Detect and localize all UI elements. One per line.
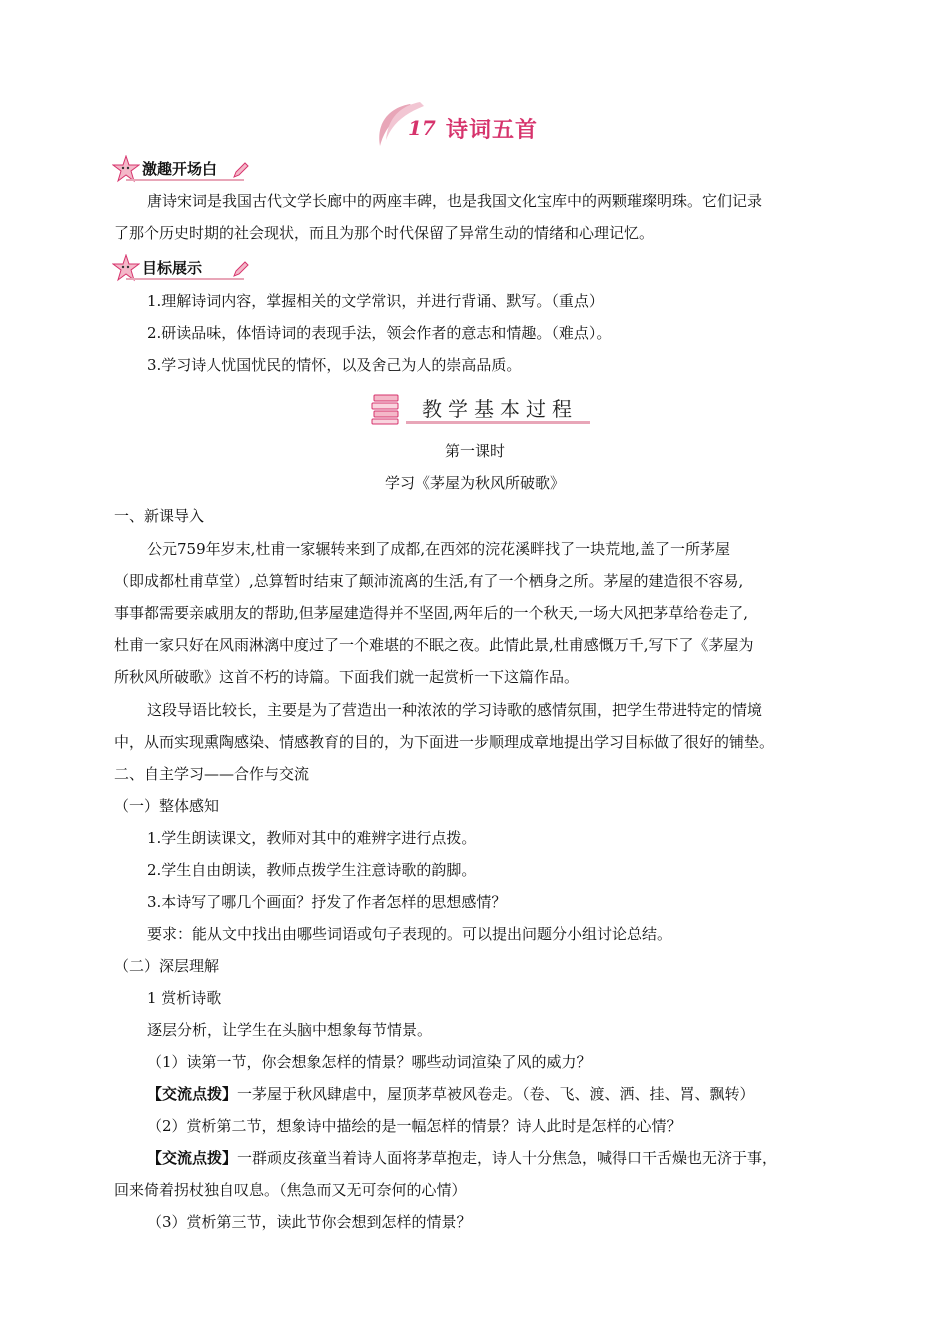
pencil-icon (232, 161, 250, 179)
part1-heading: 一、新课导入 (114, 507, 205, 525)
pencil-icon (232, 260, 250, 278)
answer-2-continued: 回来倚着拐杖独自叹息。（焦急而又无可奈何的心情） (114, 1181, 467, 1199)
part2-sub1-item: 3.本诗写了哪几个画面？抒发了作者怎样的思想感情？ (147, 893, 507, 911)
part2-heading: 二、自主学习——合作与交流 (114, 765, 310, 783)
intro-line-1: 唐诗宋词是我国古代文学长廊中的两座丰碑，也是我国文化宝库中的两颗璀璨明珠。它们记录 (147, 192, 763, 210)
question-3: （3）赏析第三节，读此节你会想到怎样的情景？ (147, 1213, 472, 1231)
section-heading-intro (112, 155, 252, 183)
goal-item-3: 3.学习诗人忧国忧民的情怀，以及舍己为人的崇高品质。 (147, 356, 522, 374)
part1-para1-line: 公元759年岁末,杜甫一家辗转来到了成都,在西郊的浣花溪畔找了一块荒地,盖了一所茅屋 (147, 540, 730, 558)
part1-para1-line: 事事都需要亲戚朋友的帮助,但茅屋建造得并不坚固,两年后的一个秋天,一场大风把茅草给卷走了, (114, 604, 749, 622)
banner-text: 教学基本过程 (422, 397, 578, 421)
part1-para1-line: （即成都杜甫草堂）,总算暂时结束了颠沛流离的生活,有了一个栖身之所。茅屋的建造很不容易, (114, 572, 744, 590)
intro-line-2: 了那个历史时期的社会现状，而且为那个时代保留了异常生动的情绪和心理记忆。 (114, 224, 655, 242)
analysis-intro: 逐层分析，让学生在头脑中想象每节情景。 (147, 1021, 433, 1039)
lesson-title (370, 100, 630, 150)
part2-sub2-heading: （二）深层理解 (114, 957, 220, 975)
part1-para2-line: 中，从而实现熏陶感染、情感教育的目的，为下面进一步顺理成章地提出学习目标做了很好的铺垫。 (114, 733, 775, 751)
part1-para1-line: 杜甫一家只好在风雨淋漓中度过了一个难堪的不眠之夜。此情此景,杜甫感慨万千,写下了《茅屋为 (114, 636, 754, 654)
process-banner (370, 387, 590, 427)
lesson-subtitle: 学习《茅屋为秋风所破歌》 (384, 474, 565, 492)
question-1: （1）读第一节，你会想象怎样的情景？哪些动词渲染了风的威力？ (147, 1053, 592, 1071)
book-stack-icon (370, 387, 410, 427)
answer-text: 一群顽皮孩童当着诗人面将茅草抱走，诗人十分焦急，喊得口干舌燥也无济于事， (237, 1149, 778, 1167)
part1-para2-line: 这段导语比较长，主要是为了营造出一种浓浓的学习诗歌的感情氛围，把学生带进特定的情境 (147, 701, 763, 719)
answer-tag: 【交流点拨】 (147, 1149, 238, 1167)
answer-text: 一茅屋于秋风肆虐中，屋顶茅草被风卷走。（卷、飞、渡、洒、挂、罥、飘转） (237, 1085, 755, 1103)
answer-tag: 【交流点拨】 (147, 1085, 238, 1103)
lesson-period: 第一课时 (444, 442, 505, 460)
part1-para1-line: 所秋风所破歌》这首不朽的诗篇。下面我们就一起赏析一下这篇作品。 (114, 668, 580, 686)
part2-sub1-item: 要求：能从文中找出由哪些词语或句子表现的。可以提出问题分小组讨论总结。 (147, 925, 673, 943)
part2-sub1-heading: （一）整体感知 (114, 797, 220, 815)
section-heading-label: 激趣开场白 (142, 160, 218, 178)
analysis-item-title: 1 赏析诗歌 (147, 989, 222, 1007)
answer-1 (147, 1083, 755, 1105)
part2-sub1-item: 2.学生自由朗读，教师点拨学生注意诗歌的韵脚。 (147, 861, 477, 879)
goal-item-1: 1.理解诗词内容，掌握相关的文学常识，并进行背诵、默写。（重点） (147, 292, 604, 310)
lesson-title-text: 诗词五首 (446, 118, 539, 143)
lesson-number: 17 (408, 116, 436, 140)
section-heading-label: 目标展示 (142, 259, 203, 277)
part2-sub1-item: 1.学生朗读课文，教师对其中的难辨字进行点拨。 (147, 829, 477, 847)
goal-item-2: 2.研读品味，体悟诗词的表现手法，领会作者的意志和情趣。（难点）。 (147, 324, 612, 342)
section-heading-goals (112, 254, 252, 282)
question-2: （2）赏析第二节，想象诗中描绘的是一幅怎样的情景？诗人此时是怎样的心情？ (147, 1117, 682, 1135)
banner-underline (406, 421, 590, 424)
answer-2 (147, 1147, 777, 1169)
